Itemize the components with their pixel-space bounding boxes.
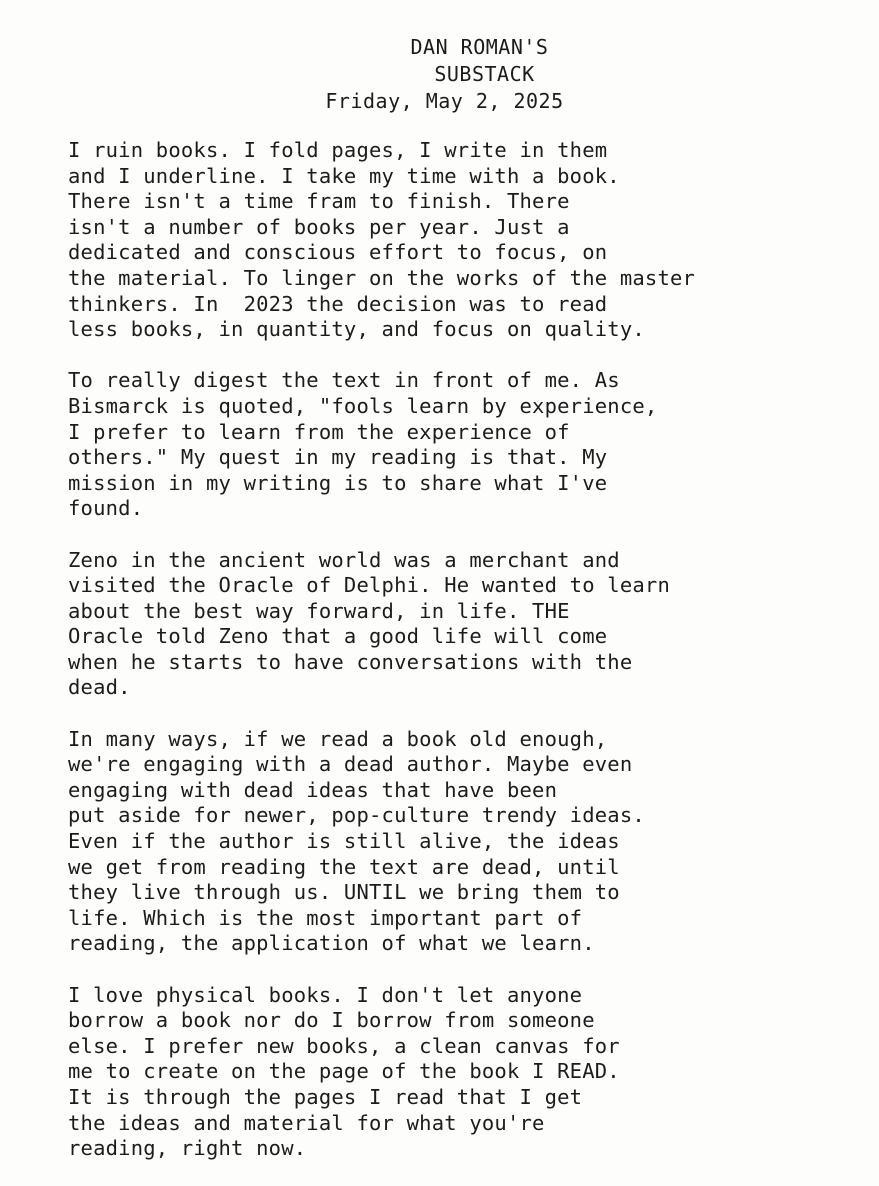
text-line: the material. To linger on the works of the master xyxy=(68,265,696,290)
paragraph xyxy=(68,983,858,1162)
text-line: borrow a book nor do I borrow from someone xyxy=(68,1008,595,1033)
header-date: Friday, May 2, 2025 xyxy=(325,89,564,113)
text-line: Zeno in the ancient world was a merchant and xyxy=(68,547,620,572)
text-line: I prefer to learn from the experience of xyxy=(68,419,570,444)
text-line: less books, in quantity, and focus on quality. xyxy=(68,317,645,342)
text-line: reading, right now. xyxy=(68,1136,307,1161)
text-line: the ideas and material for what you're xyxy=(68,1110,545,1135)
text-line: In many ways, if we read a book old enough, xyxy=(68,726,608,751)
text-line: when he starts to have conversations with the xyxy=(68,649,633,674)
text-line: I love physical books. I don't let anyone xyxy=(68,982,583,1007)
text-line: Even if the author is still alive, the ideas xyxy=(68,829,620,854)
text-line: isn't a number of books per year. Just a xyxy=(68,214,570,239)
page-header xyxy=(0,34,879,115)
header-publication: SUBSTACK xyxy=(434,62,535,86)
page-body xyxy=(68,138,858,1186)
paragraph xyxy=(68,548,858,702)
text-line: others." My quest in my reading is that. My xyxy=(68,445,608,470)
paragraph xyxy=(68,368,858,522)
text-line: we get from reading the text are dead, until xyxy=(68,854,620,879)
text-line: me to create on the page of the book I READ. xyxy=(68,1059,620,1084)
text-line: There isn't a time fram to finish. There xyxy=(68,189,570,214)
text-line: To really digest the text in front of me. As xyxy=(68,368,620,393)
text-line: engaging with dead ideas that have been xyxy=(68,777,558,802)
text-line: mission in my writing is to share what I've xyxy=(68,470,608,495)
text-line: life. Which is the most important part of xyxy=(68,905,583,930)
text-line: I ruin books. I fold pages, I write in them xyxy=(68,138,608,162)
paragraph xyxy=(68,727,858,957)
text-line: put aside for newer, pop-culture trendy ideas. xyxy=(68,803,645,828)
text-line: Oracle told Zeno that a good life will come xyxy=(68,624,608,649)
text-line: they live through us. UNTIL we bring them to xyxy=(68,880,620,905)
text-line: and I underline. I take my time with a book. xyxy=(68,163,620,188)
text-line: we're engaging with a dead author. Maybe even xyxy=(68,752,633,777)
text-line: dead. xyxy=(68,675,131,700)
paragraph xyxy=(68,138,858,343)
text-line: It is through the pages I read that I get xyxy=(68,1084,583,1109)
text-line: about the best way forward, in life. THE xyxy=(68,598,570,623)
text-line: visited the Oracle of Delphi. He wanted to learn xyxy=(68,573,671,598)
text-line: Bismarck is quoted, "fools learn by experience, xyxy=(68,393,658,418)
text-line: else. I prefer new books, a clean canvas for xyxy=(68,1033,620,1058)
text-line: reading, the application of what we learn. xyxy=(68,931,595,956)
text-line: thinkers. In 2023 the decision was to read xyxy=(68,291,608,316)
text-line: found. xyxy=(68,496,144,521)
header-author: DAN ROMAN'S xyxy=(410,35,549,59)
text-line: dedicated and conscious effort to focus, on xyxy=(68,240,608,265)
